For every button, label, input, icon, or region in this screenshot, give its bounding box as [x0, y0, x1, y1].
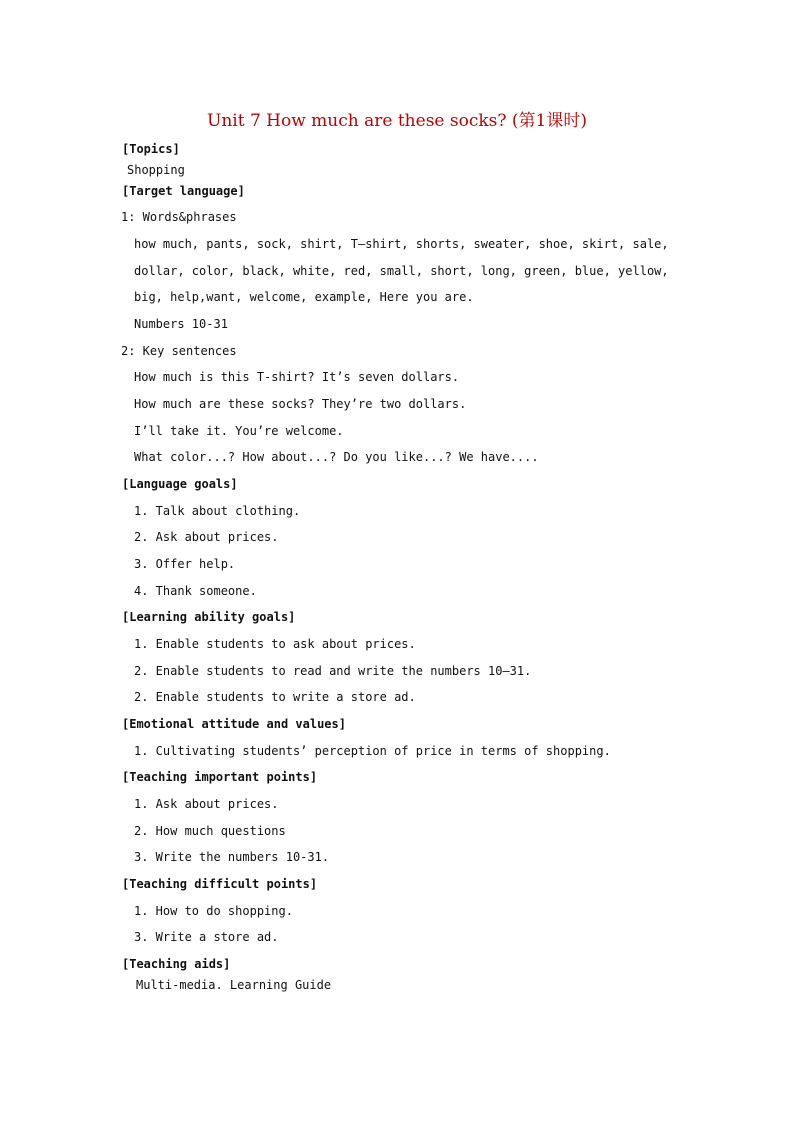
difficult-points-heading: [Teaching difficult points]	[122, 877, 318, 891]
list-item: 1. How to do shopping.	[134, 904, 293, 918]
sentences-label: 2: Key sentences	[121, 344, 237, 358]
list-item: 3. Write a store ad.	[134, 930, 279, 944]
learning-ability-goals-heading: [Learning ability goals]	[122, 610, 296, 624]
list-item: 1. Ask about prices.	[134, 797, 279, 811]
important-points-heading: [Teaching important points]	[122, 770, 318, 784]
topics-text: Shopping	[127, 163, 185, 177]
teaching-aids-text: Multi-media. Learning Guide	[136, 978, 332, 992]
topics-heading: [Topics]	[122, 142, 180, 156]
list-item: 1. Talk about clothing.	[134, 504, 301, 518]
emotional-heading: [Emotional attitude and values]	[122, 717, 346, 731]
teaching-aids-heading: [Teaching aids]	[122, 957, 231, 971]
list-item: 1. Cultivating students’ perception of price in terms of shopping.	[134, 744, 611, 758]
list-item: 4. Thank someone.	[134, 584, 257, 598]
list-item: 2. Enable students to write a store ad.	[134, 690, 416, 704]
document-title: Unit 7 How much are these socks? (第1课时)	[207, 111, 587, 131]
list-item: 3. Write the numbers 10-31.	[134, 850, 330, 864]
words-line: big, help,want, welcome, example, Here you are.	[134, 290, 474, 304]
sentence-line: I’ll take it. You’re welcome.	[134, 424, 344, 438]
words-line: dollar, color, black, white, red, small, short, long, green, blue, yellow,	[134, 264, 669, 278]
list-item: 1. Enable students to ask about prices.	[134, 637, 416, 651]
sentence-line: How much are these socks? They’re two dollars.	[134, 397, 467, 411]
words-label: 1: Words&phrases	[121, 210, 237, 224]
list-item: 3. Offer help.	[134, 557, 236, 571]
sentence-line: What color...? How about...? Do you like...? We have....	[134, 450, 539, 464]
sentence-line: How much is this T-shirt? It’s seven dollars.	[134, 370, 460, 384]
target-language-heading: [Target language]	[122, 184, 245, 198]
list-item: 2. Enable students to read and write the numbers 10—31.	[134, 664, 532, 678]
list-item: 2. How much questions	[134, 824, 286, 838]
language-goals-heading: [Language goals]	[122, 477, 238, 491]
list-item: 2. Ask about prices.	[134, 530, 279, 544]
words-line: Numbers 10-31	[134, 317, 228, 331]
words-line: how much, pants, sock, shirt, T—shirt, shorts, sweater, shoe, skirt, sale,	[134, 237, 669, 251]
